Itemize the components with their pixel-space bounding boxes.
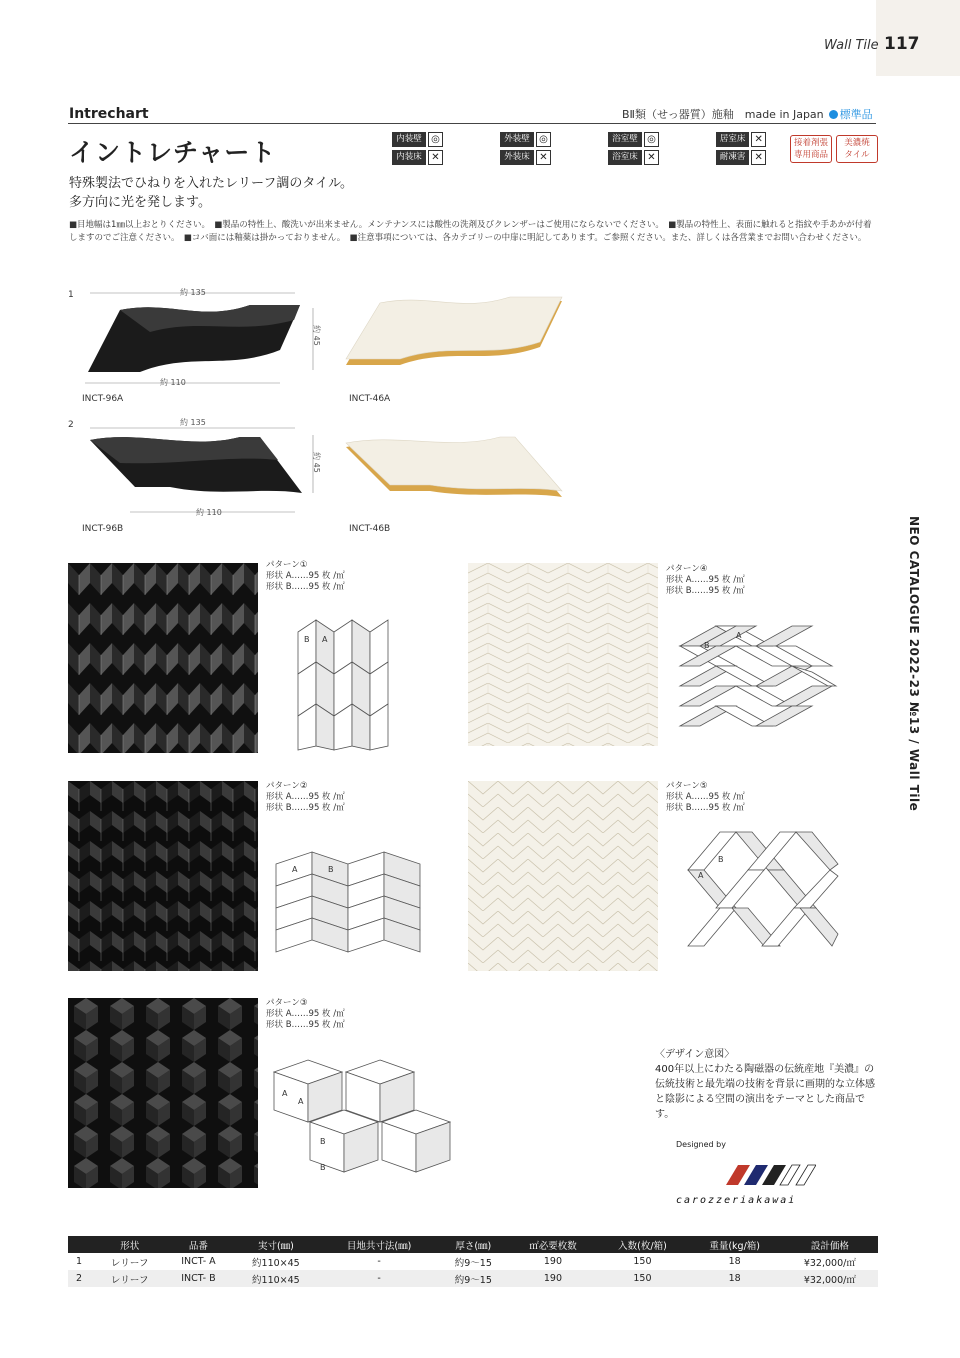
pattern2-label: パターン② 形状 A……95 枚 /㎡ 形状 B……95 枚 /㎡ bbox=[266, 781, 345, 813]
usage-item bbox=[392, 132, 500, 147]
designed-by-label: Designed by bbox=[676, 1140, 726, 1149]
table-header-row bbox=[68, 1236, 878, 1253]
table-row bbox=[68, 1253, 878, 1270]
usage-label: 居室床 bbox=[716, 132, 749, 147]
shape-a-label: A bbox=[298, 1097, 304, 1106]
pattern5-label: パターン⑤ 形状 A……95 枚 /㎡ 形状 B……95 枚 /㎡ bbox=[666, 781, 745, 813]
table-cell: 18 bbox=[728, 1256, 741, 1267]
table-cell: 190 bbox=[509, 1270, 598, 1287]
usage-mark: ✕ bbox=[751, 132, 766, 147]
tile-46b-photo bbox=[340, 435, 570, 505]
feature-text: 特殊製法でひねりを入れたレリーフ調のタイル。 多方向に光を発します。 bbox=[69, 176, 354, 210]
table-header: 重量(kg/箱) bbox=[688, 1236, 782, 1253]
usage-item bbox=[500, 132, 608, 147]
table-cell: 2 bbox=[68, 1270, 94, 1287]
table-header: 品番 bbox=[165, 1236, 231, 1253]
table-cell: - bbox=[377, 1256, 381, 1267]
pattern4-label: パターン④ 形状 A……95 枚 /㎡ 形状 B……95 枚 /㎡ bbox=[666, 564, 745, 596]
pattern5-diagram bbox=[680, 830, 840, 960]
design-intent-text: 400年以上にわたる陶磁器の伝統産地『美濃』の伝統技術と最先端の技術を背景に画期的な立体感と陰影による空間の演出をテーマとした商品です。 bbox=[655, 1064, 875, 1120]
table-cell: ¥32,000/㎡ bbox=[782, 1270, 878, 1287]
usage-label: 内装壁 bbox=[392, 132, 426, 147]
dim-bottom: 約 110 bbox=[196, 508, 222, 517]
table-cell: - bbox=[320, 1270, 438, 1287]
shape-a-label: A bbox=[322, 635, 328, 644]
shape-b-label: B bbox=[328, 865, 334, 874]
table-cell: 約110×45 bbox=[252, 1257, 300, 1269]
shape-b-label: B bbox=[304, 635, 310, 644]
pattern1-label: パターン① 形状 A……95 枚 /㎡ 形状 B……95 枚 /㎡ bbox=[266, 560, 345, 592]
brand-logo-text: carozzeriakawai bbox=[676, 1195, 797, 1206]
pattern3-diagram bbox=[272, 1052, 452, 1177]
pattern3-photo bbox=[68, 998, 258, 1188]
header-series: Wall Tile bbox=[824, 38, 879, 53]
usage-label: 浴室床 bbox=[608, 150, 642, 165]
usage-item bbox=[608, 150, 716, 165]
table-cell: INCT- A bbox=[181, 1256, 216, 1267]
header-rule bbox=[68, 123, 876, 124]
pattern4-diagram bbox=[676, 620, 841, 735]
shape-a-label: A bbox=[292, 865, 298, 874]
table-header: 形状 bbox=[94, 1236, 165, 1253]
side-catalogue-text: NEO CATALOGUE 2022-23 №13 / Wall Tile bbox=[907, 516, 921, 812]
shape-b-label: B bbox=[704, 641, 710, 650]
table-cell: レリーフ bbox=[110, 1257, 149, 1269]
usage-mark: ✕ bbox=[536, 150, 551, 165]
usage-mark: ✕ bbox=[428, 150, 443, 165]
table-header: 設計価格 bbox=[782, 1236, 878, 1253]
usage-mark: ✕ bbox=[644, 150, 659, 165]
pattern1-photo bbox=[68, 563, 258, 753]
dim-bottom: 約 110 bbox=[160, 378, 186, 387]
pattern3-label: パターン③ 形状 A……95 枚 /㎡ 形状 B……95 枚 /㎡ bbox=[266, 998, 345, 1030]
tile-46a-photo bbox=[340, 295, 570, 370]
usage-item bbox=[392, 150, 500, 165]
table-cell: 18 bbox=[688, 1270, 782, 1287]
product-number: 2 bbox=[68, 420, 74, 430]
table-header bbox=[68, 1236, 94, 1253]
code-white: INCT-46B bbox=[349, 524, 391, 534]
table-cell: レリーフ bbox=[94, 1270, 165, 1287]
table-cell: 190 bbox=[543, 1256, 563, 1267]
usage-item bbox=[608, 132, 716, 147]
page-number: 117 bbox=[884, 34, 920, 54]
mino-tile-badge: 美濃焼 タイル bbox=[836, 135, 878, 163]
usage-mark: ◎ bbox=[644, 132, 659, 147]
brand-logo-stripes bbox=[724, 1163, 816, 1187]
usage-item bbox=[716, 150, 766, 165]
product-table bbox=[68, 1236, 878, 1287]
pattern1-diagram bbox=[290, 610, 410, 755]
dim-top: 約 135 bbox=[180, 288, 206, 297]
code-black: INCT-96B bbox=[82, 524, 124, 534]
shape-a-label: A bbox=[698, 871, 704, 880]
design-intent-heading: 〈デザイン意図〉 bbox=[655, 1049, 735, 1060]
dim-side: 約 45 bbox=[311, 325, 321, 346]
usage-grid bbox=[392, 132, 766, 165]
tile-96b-photo bbox=[80, 415, 330, 520]
code-black: INCT-96A bbox=[82, 394, 124, 404]
usage-mark: ✕ bbox=[751, 150, 766, 165]
usage-item bbox=[500, 150, 608, 165]
shape-b-label: B bbox=[320, 1163, 326, 1172]
usage-label: 浴室壁 bbox=[608, 132, 642, 147]
table-cell: 約9～15 bbox=[454, 1257, 492, 1269]
pattern2-photo bbox=[68, 781, 258, 971]
table-cell: 150 bbox=[597, 1270, 687, 1287]
table-row bbox=[68, 1270, 878, 1287]
spec-text: BⅡ類（せっ器質）施釉 made in Japan bbox=[622, 108, 824, 121]
table-header: 実寸(㎜) bbox=[231, 1236, 320, 1253]
product-number: 1 bbox=[68, 290, 74, 300]
standard-label: 標準品 bbox=[839, 108, 873, 121]
spec-line bbox=[622, 106, 873, 122]
usage-mark: ◎ bbox=[428, 132, 443, 147]
usage-mark: ◎ bbox=[536, 132, 551, 147]
table-cell: INCT- B bbox=[165, 1270, 231, 1287]
usage-label: 外装壁 bbox=[500, 132, 534, 147]
table-cell: ¥32,000/㎡ bbox=[803, 1257, 856, 1269]
dim-top: 約 135 bbox=[180, 418, 206, 427]
usage-label: 外装床 bbox=[500, 150, 534, 165]
table-cell: 約9～15 bbox=[438, 1270, 509, 1287]
table-header: ㎡必要枚数 bbox=[509, 1236, 598, 1253]
table-cell: 150 bbox=[633, 1256, 652, 1267]
series-title-jp: イントレチャート bbox=[69, 138, 277, 167]
table-header: 入数(枚/箱) bbox=[597, 1236, 687, 1253]
shape-b-label: B bbox=[320, 1137, 326, 1146]
dim-side: 約 45 bbox=[311, 452, 321, 473]
table-header: 目地共寸法(㎜) bbox=[320, 1236, 438, 1253]
usage-label: 耐凍害 bbox=[716, 150, 749, 165]
pattern2-diagram bbox=[272, 848, 432, 970]
code-white: INCT-46A bbox=[349, 394, 391, 404]
table-cell: 1 bbox=[76, 1256, 83, 1267]
usage-label: 内装床 bbox=[392, 150, 426, 165]
notes-text: ■目地幅は1㎜以上おとりください。 ■製品の特性上、酸洗いが出来ません。メンテナンスには酸性の洗剤及びクレンザーはご使用にならないでください。 ■製品の特性上、表面に触れると指紋や手あかが付着しますのでご注意ください。 ■コバ面には釉薬は掛かっておりません。 ■注意事項については、各カテゴリーの中扉に明記してあります。ご参照ください。また、詳しくは各営業までお問い合わせください。 bbox=[69, 220, 872, 243]
series-title-en: Intrechart bbox=[69, 106, 149, 122]
shape-a-label: A bbox=[736, 631, 742, 640]
adhesive-only-badge: 接着剤張 専用商品 bbox=[790, 135, 832, 163]
pattern4-photo bbox=[468, 563, 658, 746]
pattern5-photo bbox=[468, 781, 658, 971]
shape-b-label: B bbox=[718, 855, 724, 864]
usage-item bbox=[716, 132, 766, 147]
standard-dot-icon bbox=[829, 110, 838, 119]
table-cell: 約110×45 bbox=[231, 1270, 320, 1287]
shape-a-label: A bbox=[282, 1089, 288, 1098]
table-header: 厚さ(㎜) bbox=[438, 1236, 509, 1253]
